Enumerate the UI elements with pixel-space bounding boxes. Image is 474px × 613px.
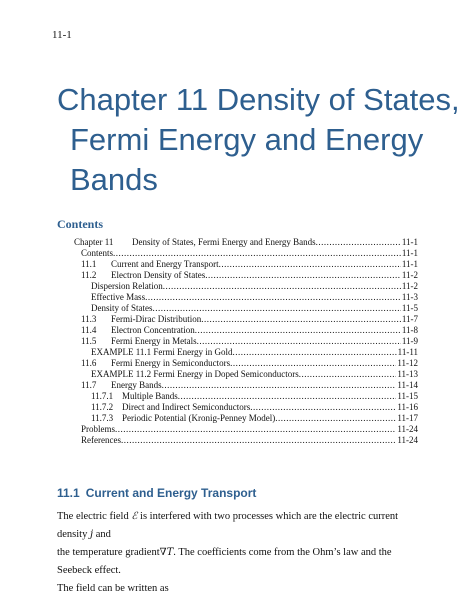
toc-entry-page: 11-1 [401,248,418,258]
toc-entry-title: Electron Concentration [111,325,195,335]
section-heading [57,486,256,500]
toc-entry-number: 11.7.2 [91,402,114,412]
toc-entry-title: Density of States [91,303,153,313]
toc-dot-leader [230,358,396,369]
toc-entry-page: 11-2 [401,270,418,280]
toc-entry-number: 11.6 [81,358,97,368]
current-density-symbol: j [89,529,94,540]
toc-entry[interactable] [81,336,418,347]
toc-dot-leader [316,237,401,248]
toc-entry[interactable] [81,435,418,446]
toc-entry[interactable] [81,325,418,336]
toc-entry[interactable] [81,314,418,325]
toc-entry-page: 11-12 [397,358,418,368]
body-text-run: and [95,529,111,540]
toc-dot-leader [195,325,401,336]
body-line [57,544,427,580]
toc-dot-leader [121,435,396,446]
toc-entry-page: 11-1 [401,259,418,269]
chapter-title-line: Bands [70,162,158,197]
toc-entry[interactable] [91,292,418,303]
toc-entry-page: 11-13 [397,369,418,379]
toc-dot-leader [115,424,396,435]
toc-entry-title: Energy Bands [111,380,162,390]
toc-entry-title: Electron Density of States [111,270,206,280]
toc-entry[interactable] [81,380,418,391]
toc-entry[interactable] [91,413,418,424]
toc-entry[interactable] [81,270,418,281]
body-text-run: is interfered with two processes which are the electric current density [57,511,399,540]
toc-entry[interactable] [74,237,418,248]
toc-entry-title: Problems [81,424,116,434]
section-number: 11.1 [57,486,80,500]
toc-entry-title: Periodic Potential (Kronig-Penney Model) [122,413,276,423]
toc-entry-page: 11-14 [397,380,418,390]
toc-dot-leader [113,248,401,259]
toc-dot-leader [205,270,401,281]
body-paragraph [57,508,427,598]
toc-entry[interactable] [91,391,418,402]
toc-entry-page: 11-24 [397,435,418,445]
toc-dot-leader [153,303,401,314]
toc-entry[interactable] [81,358,418,369]
toc-entry-number: 11.3 [81,314,97,324]
toc-entry-title: EXAMPLE 11.1 Fermi Energy in Gold [91,347,233,357]
chapter-title-line: Fermi Energy and Energy [70,122,424,157]
toc-entry-title: Fermi Energy in Semiconductors [111,358,231,368]
toc-entry[interactable] [81,259,418,270]
chapter-title-line: Chapter 11 Density of States, [57,82,460,117]
toc-entry-page: 11-5 [401,303,418,313]
toc-dot-leader [233,347,397,358]
page-number: 11-1 [52,29,72,41]
temperature-gradient-symbol: ∇T [159,547,174,558]
toc-entry-title: Effective Mass [91,292,146,302]
toc-entry-page: 11-9 [401,336,418,346]
toc-entry-page: 11-7 [401,314,418,324]
body-text-run: The electric field [57,511,129,522]
electric-field-symbol: ℰ [131,511,138,522]
toc-entry-title: Density of States, Fermi Energy and Energy Bands [132,237,316,247]
toc-entry[interactable] [91,402,418,413]
toc-entry[interactable] [91,347,418,358]
toc-entry-title: EXAMPLE 11.2 Fermi Energy in Doped Semiconductors [91,369,299,379]
toc-entry-page: 11-15 [397,391,418,401]
toc-entry-number: 11.4 [81,325,97,335]
toc-entry-title: Current and Energy Transport [111,259,219,269]
toc-entry-page: 11-16 [397,402,418,412]
toc-entry-number: 11.7 [81,380,97,390]
toc-entry[interactable] [91,281,418,292]
body-text-run: the temperature gradient [57,547,160,558]
toc-entry-page: 11-11 [397,347,418,357]
toc-dot-leader [178,391,397,402]
toc-entry-title: Contents [81,248,114,258]
body-text-run: . The coefficients come from the Ohm’s law and the Seebeck effect. [57,547,392,576]
toc-entry-page: 11-1 [401,237,418,247]
toc-entry-title: Multiple Bands [122,391,178,401]
toc-entry[interactable] [91,369,418,380]
toc-entry-title: Dispersion Relation [91,281,163,291]
toc-dot-leader [299,369,397,380]
toc-entry-page: 11-17 [397,413,418,423]
toc-dot-leader [201,314,401,325]
toc-entry-title: References [81,435,121,445]
toc-entry-number: 11.2 [81,270,97,280]
toc-dot-leader [197,336,401,347]
contents-heading: Contents [57,217,104,231]
toc-entry-title: Direct and Indirect Semiconductors [122,402,251,412]
toc-dot-leader [163,281,401,292]
toc-dot-leader [275,413,396,424]
body-line [57,508,427,544]
toc-entry-title: Fermi-Dirac Distribution [111,314,202,324]
toc-dot-leader [250,402,396,413]
toc-entry[interactable] [81,248,418,259]
toc-entry-page: 11-3 [401,292,418,302]
toc-entry-page: 11-2 [401,281,418,291]
toc-entry[interactable] [81,424,418,435]
section-title: Current and Energy Transport [85,486,257,500]
toc-dot-leader [162,380,397,391]
toc-entry-title: Fermi Energy in Metals [111,336,197,346]
toc-entry-page: 11-8 [401,325,418,335]
toc-entry-number: 11.7.3 [91,413,114,423]
toc-entry-number: Chapter 11 [74,237,114,247]
toc-dot-leader [145,292,401,303]
toc-entry-number: 11.7.1 [91,391,114,401]
chapter-title [57,80,460,200]
body-line: The field can be written as [57,583,169,594]
toc-entry[interactable] [91,303,418,314]
toc-entry-number: 11.5 [81,336,97,346]
toc-entry-number: 11.1 [81,259,97,269]
toc-entry-page: 11-24 [397,424,418,434]
toc-dot-leader [219,259,401,270]
